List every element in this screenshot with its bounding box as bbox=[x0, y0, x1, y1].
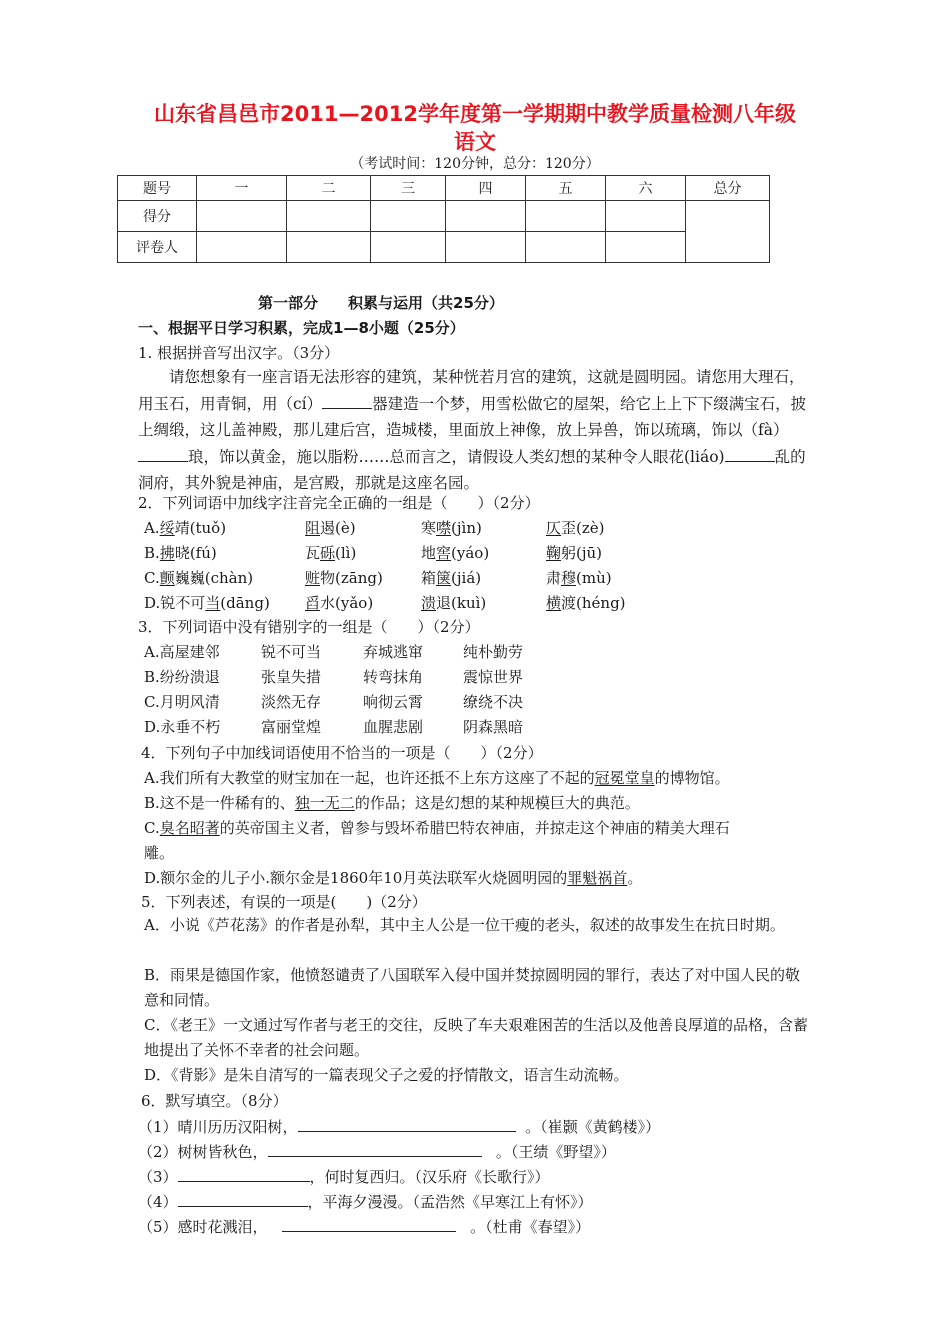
exam-title-line2: 语文 bbox=[454, 130, 496, 154]
q2-word: A.绥靖(tuǒ) bbox=[144, 519, 227, 537]
q2-word: 瓦砾(lì) bbox=[305, 544, 357, 562]
score-cell bbox=[606, 201, 686, 232]
underlined-char: 窖 bbox=[436, 544, 452, 562]
q1-passage-part3: 琅，饰以黄金，施以脂粉……总而言之，请假设人类幻想的某种令人眼花(liáo) bbox=[188, 447, 725, 466]
q6-item: （5）感时花溅泪， 。（杜甫《春望》） bbox=[138, 1215, 590, 1237]
score-table bbox=[117, 175, 770, 263]
q2-word: 溃退(kuì) bbox=[421, 594, 487, 612]
section1-title: 一、根据平日学习积累，完成1—8小题（25分） bbox=[138, 319, 465, 337]
underlined-char: 阻 bbox=[305, 519, 321, 537]
q3-word: 震惊世界 bbox=[463, 668, 524, 686]
q3-word: D.永垂不朽 bbox=[144, 718, 221, 736]
q5-option-a: A．小说《芦花荡》的作者是孙犁，其中主人公是一位干瘦的老头，叙述的故事发生在抗日时期。 bbox=[144, 916, 785, 934]
score-table-header: 题号 bbox=[118, 176, 197, 201]
q2-word: 肃穆(mù) bbox=[546, 569, 612, 587]
underlined-char: 舀 bbox=[305, 594, 321, 612]
part1-heading: 第一部分 积累与运用（共25分） bbox=[258, 294, 504, 312]
score-cell bbox=[446, 232, 526, 263]
score-table-header: 六 bbox=[606, 176, 686, 201]
underlined-char: 当 bbox=[205, 594, 221, 612]
q3-stem: 3．下列词语中没有错别字的一组是（ ）（2分） bbox=[138, 618, 480, 636]
q4-stem: 4．下列句子中加线词语使用不恰当的一项是（ ）（2分） bbox=[141, 744, 543, 762]
q3-word: C.月明风清 bbox=[144, 693, 220, 711]
q3-word: 血腥悲剧 bbox=[363, 718, 424, 736]
q6-stem: 6．默写填空。（8分） bbox=[141, 1092, 288, 1110]
underlined-char: 穆 bbox=[561, 569, 577, 587]
q2-word: 赃物(zāng) bbox=[305, 569, 383, 587]
underlined-phrase: 罪魁祸首 bbox=[567, 869, 628, 887]
underlined-char: 溃 bbox=[421, 594, 437, 612]
q2-word: C.颤巍巍(chàn) bbox=[144, 569, 254, 587]
answer-blank[interactable] bbox=[725, 445, 775, 462]
q3-word: 阴森黑暗 bbox=[463, 718, 524, 736]
q4-option-a: A.我们所有大教堂的财宝加在一起，也许还抵不上东方这座了不起的冠冕堂皇的博物馆。 bbox=[144, 769, 730, 787]
q4-option-c: C.臭名昭著的英帝国主义者，曾参与毁坏希腊巴特农神庙，并掠走这个神庙的精美大理石 bbox=[144, 819, 730, 837]
score-table-header: 一 bbox=[197, 176, 287, 201]
underlined-phrase: 独一无二 bbox=[294, 794, 355, 812]
q4-option-d: D.额尔金的儿子小.额尔金是1860年10月英法联军火烧圆明园的罪魁祸首。 bbox=[144, 869, 643, 887]
underlined-char: 鞠 bbox=[546, 544, 562, 562]
underlined-char: 箧 bbox=[436, 569, 452, 587]
underlined-phrase: 臭名昭著 bbox=[159, 819, 220, 837]
score-row-label: 评卷人 bbox=[118, 232, 197, 263]
score-cell bbox=[197, 232, 287, 263]
score-cell bbox=[526, 201, 606, 232]
answer-blank[interactable] bbox=[322, 392, 372, 409]
total-score-cell bbox=[686, 201, 770, 263]
exam-subtitle: （考试时间：120分钟，总分：120分） bbox=[350, 156, 600, 172]
underlined-char: 噤 bbox=[436, 519, 452, 537]
answer-blank[interactable] bbox=[282, 1215, 456, 1232]
score-table-header: 四 bbox=[446, 176, 526, 201]
exam-title-line1: 山东省昌邑市2011—2012学年度第一学期期中教学质量检测八年级 bbox=[154, 102, 796, 126]
score-cell bbox=[197, 201, 287, 232]
q3-word: B.纷纷溃退 bbox=[144, 668, 220, 686]
q6-item: （3） ，何时复西归。（汉乐府《长歌行》） bbox=[138, 1165, 550, 1187]
q3-word: 淡然无存 bbox=[261, 693, 322, 711]
q4-option-b: B.这不是一件稀有的、独一无二的作品；这是幻想的某种规模巨大的典范。 bbox=[144, 794, 640, 812]
q2-word: 舀水(yǎo) bbox=[305, 594, 374, 612]
q1-stem: 1. 根据拼音写出汉字。（3分） bbox=[138, 344, 340, 362]
q3-word: 响彻云霄 bbox=[363, 693, 424, 711]
q3-word: 弃城逃窜 bbox=[363, 643, 424, 661]
score-cell bbox=[287, 232, 371, 263]
q1-passage bbox=[138, 364, 816, 497]
q2-word: 箱箧(jiá) bbox=[421, 569, 482, 587]
score-table-header: 五 bbox=[526, 176, 606, 201]
q1-passage-part4: 乱的洞府，其外貌是神庙，是宫殿，那就是这座名园。 bbox=[138, 447, 806, 492]
q6-item: （2）树树皆秋色， 。（王绩《野望》） bbox=[138, 1140, 616, 1162]
q3-word: 张皇失措 bbox=[261, 668, 322, 686]
q2-word: 地窖(yáo) bbox=[421, 544, 490, 562]
q6-item: （1）晴川历历汉阳树， 。（崔颢《黄鹤楼》） bbox=[138, 1115, 660, 1137]
q6-item: （4） ，平海夕漫漫。（孟浩然《早寒江上有怀》） bbox=[138, 1190, 593, 1212]
q3-word: 富丽堂煌 bbox=[261, 718, 322, 736]
score-cell bbox=[371, 201, 446, 232]
underlined-char: 砾 bbox=[320, 544, 336, 562]
underlined-char: 绥 bbox=[159, 519, 175, 537]
score-row-label: 得分 bbox=[118, 201, 197, 232]
underlined-char: 横 bbox=[546, 594, 562, 612]
q3-word: 纯朴勤劳 bbox=[463, 643, 524, 661]
score-cell bbox=[287, 201, 371, 232]
score-table-header: 总分 bbox=[686, 176, 770, 201]
answer-blank[interactable] bbox=[138, 445, 188, 462]
q1-passage-part1: 请您想象有一座言语无法形容的建筑，某种恍若月宫的建筑，这就是圆明园。请您用大理石，用玉石，用青铜，用（cí） bbox=[138, 368, 805, 413]
q5-option-b: B．雨果是德国作家，他愤怒谴责了八国联军入侵中国并焚掠圆明园的罪行，表达了对中国人民的敬意和同情。 bbox=[144, 966, 801, 1009]
underlined-phrase: 冠冕堂皇 bbox=[594, 769, 655, 787]
underlined-char: 仄 bbox=[546, 519, 562, 537]
q4-option-c-cont: 雕。 bbox=[144, 844, 175, 862]
score-cell bbox=[526, 232, 606, 263]
underlined-char: 赃 bbox=[305, 569, 321, 587]
q3-word: 锐不可当 bbox=[261, 643, 322, 661]
q2-word: 仄歪(zè) bbox=[546, 519, 605, 537]
answer-blank[interactable] bbox=[178, 1190, 308, 1207]
score-cell bbox=[446, 201, 526, 232]
answer-blank[interactable] bbox=[298, 1115, 516, 1132]
q2-word: D.锐不可当(dāng) bbox=[144, 594, 270, 612]
score-cell bbox=[371, 232, 446, 263]
score-table-header: 二 bbox=[287, 176, 371, 201]
q2-word: 阻遏(è) bbox=[305, 519, 356, 537]
q2-stem: 2．下列词语中加线字注音完全正确的一组是（ ）（2分） bbox=[138, 494, 540, 512]
q2-word: 横渡(héng) bbox=[546, 594, 626, 612]
underlined-char: 颤 bbox=[159, 569, 175, 587]
score-table-header: 三 bbox=[371, 176, 446, 201]
score-cell bbox=[606, 232, 686, 263]
q2-word: B.拂晓(fú) bbox=[144, 544, 217, 562]
q2-word: 寒噤(jìn) bbox=[421, 519, 482, 537]
q3-word: 缭绕不决 bbox=[463, 693, 524, 711]
q3-word: 转弯抹角 bbox=[363, 668, 424, 686]
answer-blank[interactable] bbox=[268, 1140, 482, 1157]
q3-word: A.高屋建邻 bbox=[144, 643, 220, 661]
q5-option-c: C．《老王》一文通过写作者与老王的交往，反映了车夫艰难困苦的生活以及他善良厚道的品格，含蓄地提出了关怀不幸者的社会问题。 bbox=[144, 1016, 808, 1059]
q1-passage-part2: 器建造一个梦，用雪松做它的屋架，给它上上下下缀满宝石，披上绸缎，这儿盖神殿，那儿建后宫，造城楼，里面放上神像，放上异兽，饰以琉璃，饰以（fà） bbox=[138, 394, 807, 439]
q2-word: 鞠躬(jū) bbox=[546, 544, 603, 562]
q5-stem: 5．下列表述，有误的一项是( )（2分） bbox=[141, 893, 427, 911]
q5-option-d: D．《背影》是朱自清写的一篇表现父子之爱的抒情散文，语言生动流畅。 bbox=[144, 1066, 629, 1084]
underlined-char: 拂 bbox=[159, 544, 175, 562]
answer-blank[interactable] bbox=[178, 1165, 310, 1182]
